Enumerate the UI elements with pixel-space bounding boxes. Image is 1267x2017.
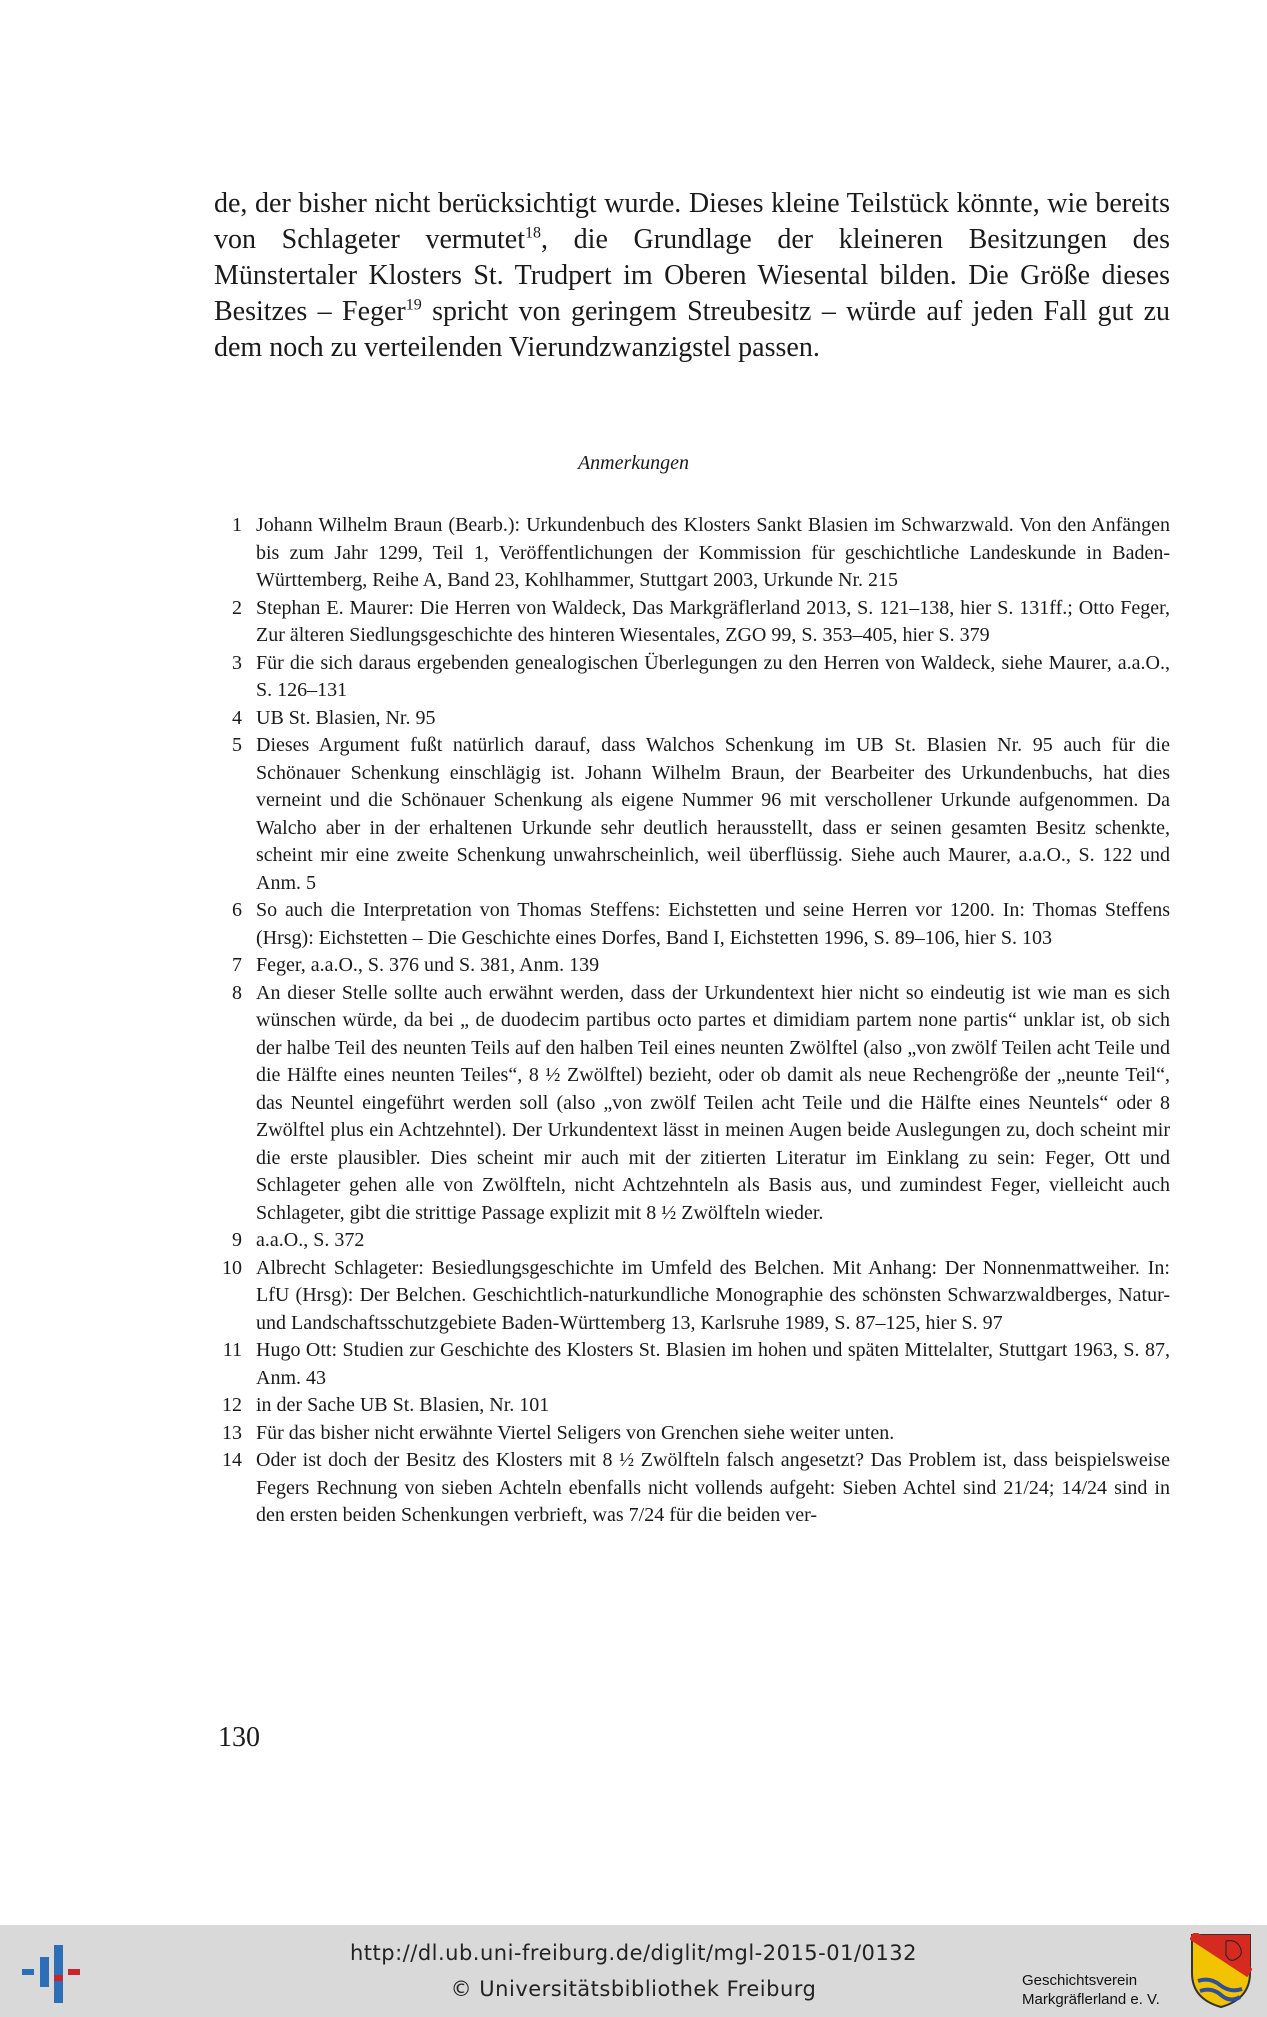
- society-name-line: Markgräflerland e. V.: [1022, 1991, 1160, 2008]
- footnote-item: [214, 897, 1170, 952]
- body-text-part: , die Grundlage der kleineren Besitzungen des Münstertaler Klosters St. Trudpert im Oberen Wiesental bilden. Die Größe dieses Besitzes – Feger: [214, 224, 1170, 327]
- footnote-item: [214, 1420, 1170, 1448]
- footnote-number: 7: [232, 954, 242, 976]
- copyright-text: © Universitätsbibliothek Freiburg: [450, 1977, 817, 2001]
- footnote-item: [214, 980, 1170, 1228]
- footnote-text: Für das bisher nicht erwähnte Viertel Seligers von Grenchen siehe weiter unten.: [256, 1421, 895, 1444]
- footnote-number: 8: [232, 981, 242, 1004]
- footnote-text: An dieser Stelle sollte auch erwähnt werden, dass der Urkundentext hier nicht so eindeutig ist wie man es sich wünschen würde, da bei „ de duodecim partibus octo partes et dimidiam partem none partis“ unklar ist, ob sich der halbe Teil des neunten Teils auf den halben Teil eines neunten Zwölftel (also „von zwölf Teilen acht Teile und die Hälfte eines neunten Teiles“, 8 ½ Zwölftel) bezieht, oder ob damit als neue Rechengröße der „neunte Teil“, das Neuntel eingeführt werden soll (also „von zwölf Teilen acht Teile und die Hälfte eines Neuntels“ oder 8 Zwölftel plus ein Achtzehntel). Der Urkundentext lässt in meinen Augen beide Auslegungen zu, doch scheint mir die erste plausibler. Dies scheint mir auch mit der zitierten Literatur im Einklang zu sein: Feger, Ott und Schlageter gehen alle von Zwölfteln, nicht Achtzehnteln als Basis aus, und zumindest Feger, vielleicht auch Schlageter, gibt die strittige Passage explizit mit 8 ½ Zwölfteln wieder.: [256, 981, 1170, 1224]
- footnote-text: Für die sich daraus ergebenden genealogischen Überlegungen zu den Herren von Waldeck, siehe Maurer, a.a.O., S. 126–131: [256, 651, 1170, 701]
- footnote-number: 13: [222, 1421, 242, 1444]
- footnote-item: [214, 595, 1170, 650]
- footnote-text: Oder ist doch der Besitz des Klosters mit 8 ½ Zwölfteln falsch angesetzt? Das Problem ist, dass beispielsweise Fegers Rechnung von sieben Achteln ebenfalls nicht vollends aufgeht: Sieben Achtel sind 21/24; 14/24 sind in den ersten beiden Schenkungen verbrieft, was 7/24 für die beiden ver-: [256, 1449, 1170, 1526]
- footnote-number: 11: [222, 1339, 242, 1361]
- footnote-ref[interactable]: 18: [525, 224, 541, 242]
- footnote-number: 9: [232, 1229, 242, 1251]
- footnote-item: [214, 1227, 1170, 1255]
- footnote-text: Albrecht Schlageter: Besiedlungsgeschichte im Umfeld des Belchen. Mit Anhang: Der Nonnenmattweiher. In: LfU (Hrsg): Der Belchen. Geschichtlich-naturkundliche Monographie des schönsten Schwarzwaldberges, Natur- und Landschaftsschutzgebiete Baden-Württemberg 13, Karlsruhe 1989, S. 87–125, hier S. 97: [256, 1256, 1170, 1334]
- footnote-text: So auch die Interpretation von Thomas Steffens: Eichstetten und seine Herren vor 1200. In: Thomas Steffens (Hrsg): Eichstetten – Die Geschichte eines Dorfes, Band I, Eichstetten 1996, S. 89–106, hier S. 103: [256, 899, 1170, 949]
- footnote-item: [214, 1255, 1170, 1338]
- coat-of-arms-icon[interactable]: [1190, 1933, 1252, 2009]
- footnote-item: [214, 1447, 1170, 1530]
- notes-list: [214, 512, 1170, 1530]
- footnote-item: [214, 1392, 1170, 1420]
- footnote-number: 10: [222, 1256, 242, 1279]
- body-paragraph: [214, 186, 1170, 366]
- body-text-part: de, der bisher nicht berücksichtigt wurde. Dieses kleine Teilstück könnte, wie bereits von Schlageter vermutet: [214, 188, 1170, 255]
- body-text-part: spricht von geringem Streubesitz – würde auf jeden Fall gut zu dem noch zu verteilenden Vierundzwanzigstel passen.: [214, 296, 1171, 363]
- page-number: 130: [218, 1722, 260, 1753]
- footnote-number: 5: [232, 734, 242, 756]
- society-name[interactable]: [1022, 1971, 1160, 2009]
- footnote-item: [214, 512, 1170, 595]
- footnote-item: [214, 732, 1170, 897]
- viewer-footer: [0, 1925, 1267, 2017]
- document-url-link[interactable]: http://dl.ub.uni-freiburg.de/diglit/mgl-2015-01/0132: [349, 1941, 917, 1965]
- footnote-number: 3: [232, 651, 242, 674]
- footnote-text: Johann Wilhelm Braun (Bearb.): Urkundenbuch des Klosters Sankt Blasien im Schwarzwald. Von den Anfängen bis zum Jahr 1299, Teil 1, Veröffentlichungen der Kommission für geschichtliche Landeskunde in Baden-Württemberg, Reihe A, Band 23, Kohlhammer, Stuttgart 2003, Urkunde Nr. 215: [256, 514, 1170, 591]
- footnote-item: [214, 650, 1170, 705]
- footnote-item: [214, 705, 1170, 733]
- footnote-number: 6: [232, 899, 242, 921]
- footnote-ref[interactable]: 19: [405, 296, 422, 314]
- footnote-text: UB St. Blasien, Nr. 95: [256, 706, 436, 729]
- footnote-number: 1: [232, 514, 242, 536]
- notes-heading: Anmerkungen: [577, 452, 690, 474]
- footnote-number: 12: [222, 1394, 242, 1416]
- footnote-text: in der Sache UB St. Blasien, Nr. 101: [256, 1394, 550, 1416]
- footnote-text: Stephan E. Maurer: Die Herren von Waldeck, Das Markgräflerland 2013, S. 121–138, hier S. 131ff.; Otto Feger, Zur älteren Siedlungsgeschichte des hinteren Wiesentales, ZGO 99, S. 353–405, hier S. 379: [256, 596, 1170, 646]
- footnote-text: Hugo Ott: Studien zur Geschichte des Klosters St. Blasien im hohen und späten Mittelalter, Stuttgart 1963, S. 87, Anm. 43: [256, 1339, 1170, 1389]
- footnote-number: 2: [232, 596, 242, 619]
- footnote-text: Dieses Argument fußt natürlich darauf, dass Walchos Schenkung im UB St. Blasien Nr. 95 auch für die Schönauer Schenkung einschlägig ist. Johann Wilhelm Braun, der Bearbeiter des Urkundenbuchs, hat dies verneint und die Schönauer Schenkung als eigene Nummer 96 mit verschollener Urkunde aufgenommen. Da Walcho aber in der erhaltenen Urkunde sehr deutlich herausstellt, dass er seinen gesamten Besitz schenkte, scheint mir eine zweite Schenkung unwahrscheinlich, weil überflüssig. Siehe auch Maurer, a.a.O., S. 122 und Anm. 5: [256, 734, 1170, 894]
- footnote-number: 14: [222, 1449, 242, 1471]
- footnote-item: [214, 952, 1170, 980]
- society-name-line: Geschichtsverein: [1022, 1972, 1138, 1989]
- footnote-text: Feger, a.a.O., S. 376 und S. 381, Anm. 139: [256, 954, 600, 976]
- footnote-item: [214, 1337, 1170, 1392]
- footnote-number: 4: [232, 706, 242, 729]
- footnote-text: a.a.O., S. 372: [256, 1229, 365, 1251]
